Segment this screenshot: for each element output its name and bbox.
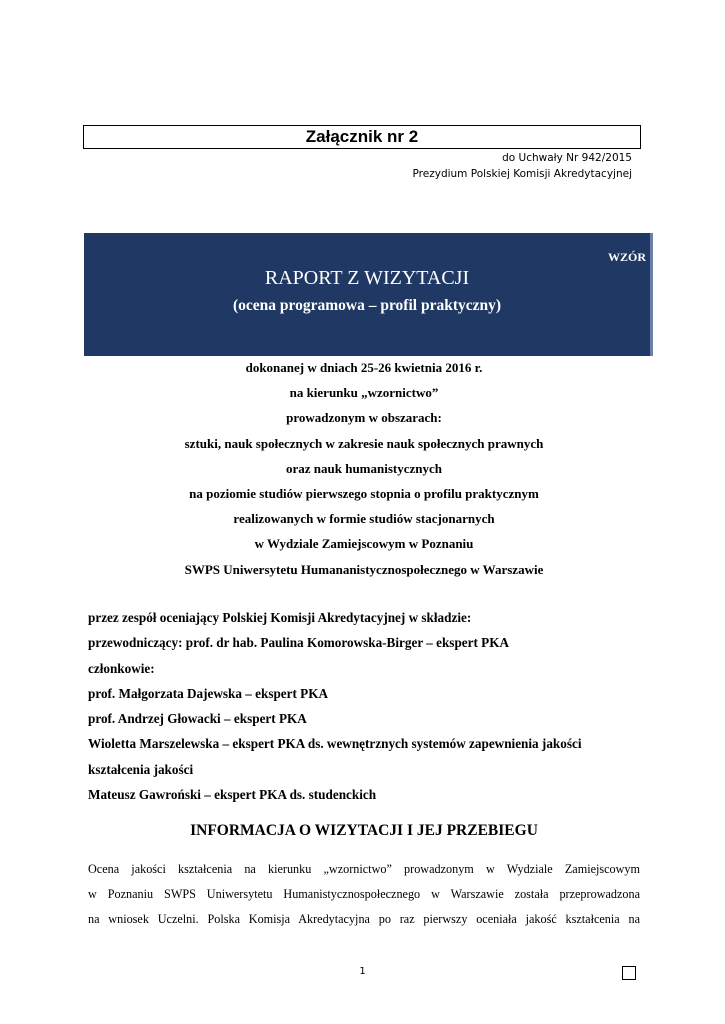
detail-line: w Wydziale Zamiejscowym w Poznaniu [254, 536, 474, 552]
page-number: 1 [359, 966, 366, 977]
report-subtitle: (ocena programowa – profil praktyczny) [232, 297, 502, 314]
team-line: prof. Andrzej Głowacki – ekspert PKA [88, 711, 307, 727]
footer-checkbox[interactable] [622, 966, 636, 980]
team-line: kształcenia jakości [88, 761, 194, 777]
resolution-reference: do Uchwały Nr 942/2015 [502, 152, 632, 164]
team-line: przez zespół oceniający Polskiej Komisji Akredytacyjnej w składzie: [88, 610, 472, 625]
team-line: przewodniczący: prof. dr hab. Paulina Komorowska-Birger – ekspert PKA [88, 635, 510, 651]
template-tag: WZÓR [607, 250, 646, 264]
detail-line: realizowanych w formie studiów stacjonarnych [233, 511, 495, 527]
paragraph-line: w Poznaniu SWPS Uniwersytetu Humanistycznospołecznego w Warszawie została przeprowadzona [88, 887, 640, 901]
paragraph-line: Ocena jakości kształcenia na kierunku „wzornictwo” prowadzonym w Wydziale Zamiejscowym [88, 862, 640, 876]
visit-details [84, 358, 644, 585]
report-banner [84, 233, 653, 356]
annex-title: Załącznik nr 2 [83, 125, 641, 149]
detail-line: SWPS Uniwersytetu Humananistycznospołecznego w Warszawie [184, 561, 544, 577]
presidium-reference: Prezydium Polskiej Komisji Akredytacyjnej [412, 168, 632, 180]
paragraph-line: na wniosek Uczelni. Polska Komisja Akredytacyjna po raz pierwszy oceniała jakość kształcenia na [88, 912, 640, 926]
detail-line: na poziomie studiów pierwszego stopnia o profilu praktycznym [189, 485, 539, 501]
detail-line: na kierunku „wzornictwo” [289, 385, 439, 401]
section-heading: INFORMACJA O WIZYTACJI I JEJ PRZEBIEGU [190, 822, 538, 839]
detail-line: dokonanej w dniach 25-26 kwietnia 2016 r. [245, 360, 483, 375]
detail-line: oraz nauk humanistycznych [285, 460, 443, 476]
evaluation-team [88, 608, 648, 810]
detail-line: prowadzonym w obszarach: [286, 410, 442, 426]
detail-line: sztuki, nauk społecznych w zakresie nauk społecznych prawnych [184, 435, 544, 451]
team-line: Mateusz Gawroński – ekspert PKA ds. studenckich [88, 787, 377, 803]
team-line: Wioletta Marszelewska – ekspert PKA ds. wewnętrznych systemów zapewnienia jakości [88, 736, 582, 752]
section-paragraph [88, 858, 640, 933]
team-line: członkowie: [88, 660, 155, 676]
team-line: prof. Małgorzata Dajewska – ekspert PKA [88, 685, 329, 701]
report-title: RAPORT Z WIZYTACJI [264, 267, 470, 289]
